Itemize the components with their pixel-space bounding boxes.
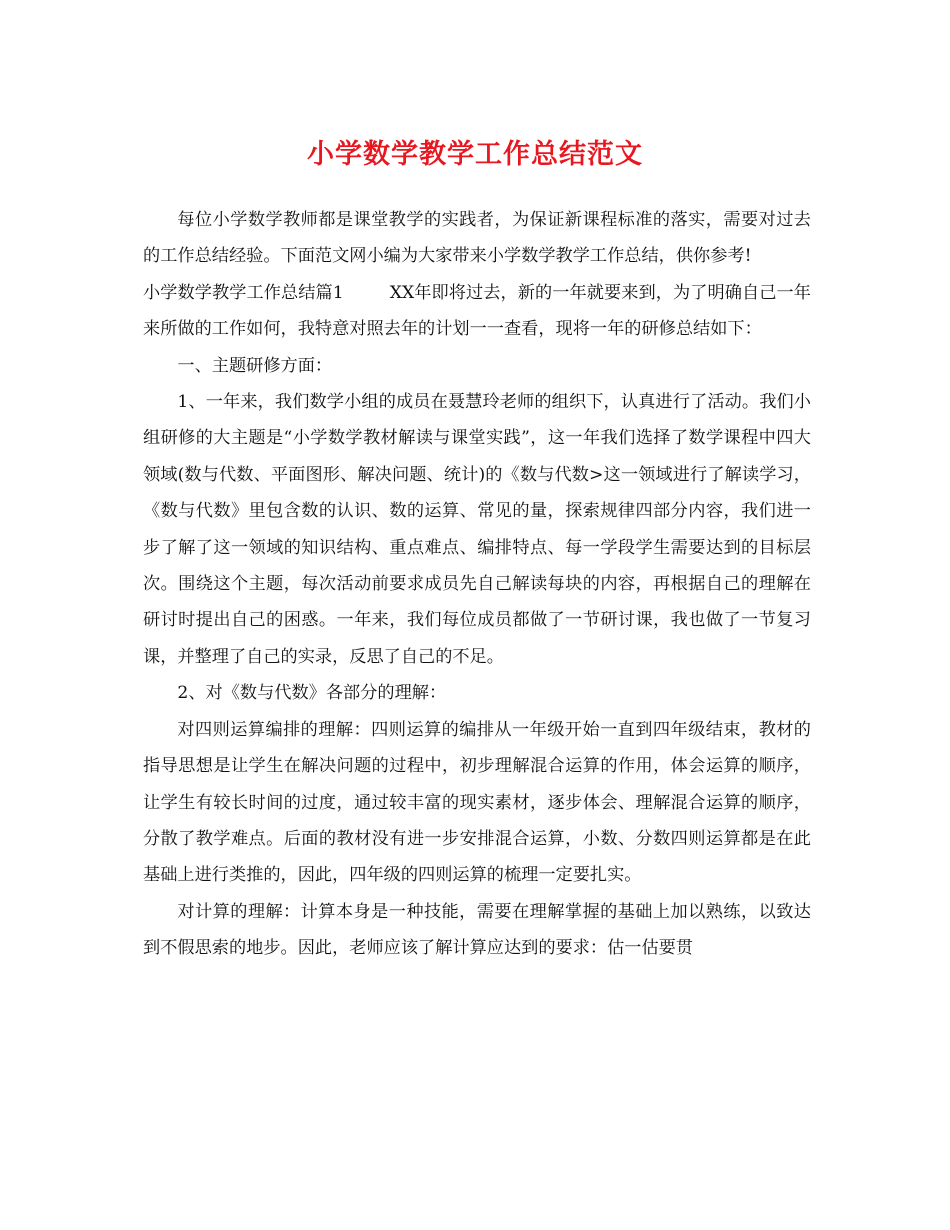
heading-2: 2、对《数与代数》各部分的理解： <box>177 683 447 704</box>
paragraph-3: 对计算的理解：计算本身是一种技能，需要在理解掌握的基础上加以熟练，以致达到不假思索的地步。因此，老师应该了解计算应达到的要求：估一估要贯 <box>143 901 811 959</box>
paragraph-1: 1、一年来，我们数学小组的成员在聂慧玲老师的组织下，认真进行了活动。我们小组研修的大主题是“小学数学教材解读与课堂实践”，这一年我们选择了数学课程中四大领域(数与代数、平面图形、解决问题、统计)的《数与代数>这一领域进行了解读学习，《数与代数》里包含数的认识、数的运算、常见的量，探索规律四部分内容，我们进一步了解了这一领域的知识结构、重点难点、编排特点、每一学段学生需要达到的目标层次。围绕这个主题，每次活动前要求成员先自己解读每块的内容，再根据自己的理解在研讨时提出自己的困惑。一年来，我们每位成员都做了一节研讨课，我也做了一节复习课，并整理了自己的实录，反思了自己的不足。 <box>143 392 811 667</box>
section-heading: 小学数学教学工作总结篇1 <box>143 282 344 303</box>
document-title: 小学数学教学工作总结范文 <box>307 139 643 170</box>
paragraph-2: 对四则运算编排的理解：四则运算的编排从一年级开始一直到四年级结束，教材的指导思想是让学生在解决问题的过程中，初步理解混合运算的作用，体会运算的顺序，让学生有较长时间的过度，通过较丰富的现实素材，逐步体会、理解混合运算的顺序，分散了教学难点。后面的教材没有进一步安排混合运算，小数、分数四则运算都是在此基础上进行类推的，因此，四年级的四则运算的梳理一定要扎实。 <box>143 719 811 886</box>
heading-1: 一、主题研修方面： <box>177 355 333 376</box>
section-text: XX年即将过去，新的一年就要来到，为了明确自己一年来所做的工作如何，我特意对照去年的计划一一查看，现将一年的研修总结如下： <box>143 282 811 340</box>
section-paragraph <box>143 275 811 348</box>
document-body <box>143 202 811 967</box>
intro-paragraph: 每位小学数学教师都是课堂教学的实践者，为保证新课程标准的落实，需要对过去的工作总结经验。下面范文网小编为大家带来小学数学教学工作总结，供你参考! <box>143 210 811 267</box>
